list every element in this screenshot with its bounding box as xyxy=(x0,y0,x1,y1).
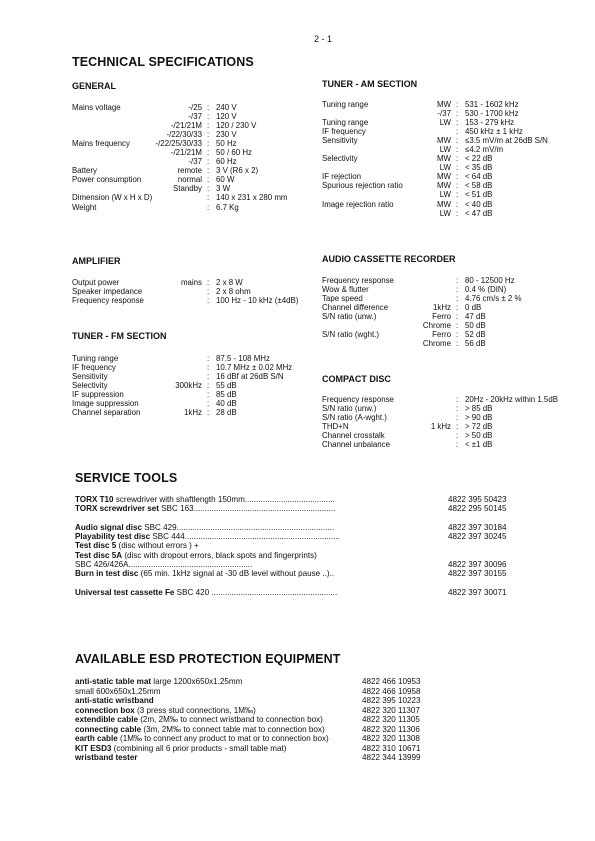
spec-condition: 1 kHz xyxy=(430,422,451,432)
spec-separator: : xyxy=(207,296,210,306)
spec-condition: normal xyxy=(177,175,202,185)
spec-condition: LW xyxy=(439,163,451,173)
spec-label: Channel crosstalk xyxy=(322,431,385,441)
item-name: Burn in test disc xyxy=(75,569,139,579)
item-code: 4822 397 30071 xyxy=(448,587,507,597)
spec-value: 52 dB xyxy=(465,330,486,340)
spec-separator: : xyxy=(207,363,210,373)
spec-value: < 64 dB xyxy=(465,172,493,182)
spec-separator: : xyxy=(207,399,210,409)
spec-separator: : xyxy=(456,181,459,191)
spec-value: 240 V xyxy=(216,103,237,112)
item-code: 4822 395 10223 xyxy=(362,696,421,705)
spec-row xyxy=(0,339,595,348)
spec-condition: -/37 xyxy=(188,157,202,167)
spec-condition: MW xyxy=(436,172,451,182)
spec-label: THD+N xyxy=(322,422,349,432)
item-name: Test disc 5 xyxy=(75,541,117,551)
spec-value: 530 - 1700 kHz xyxy=(465,109,519,119)
item-description xyxy=(75,495,335,504)
esd-item xyxy=(75,677,545,687)
spec-row xyxy=(0,431,595,440)
spec-separator: : xyxy=(456,395,459,404)
spec-separator: : xyxy=(456,100,459,109)
spec-value: 60 W xyxy=(216,175,235,185)
item-code: 4822 320 11308 xyxy=(362,734,420,743)
item-name: Test disc 5A xyxy=(75,550,123,560)
spec-separator: : xyxy=(456,431,459,441)
spec-row xyxy=(0,109,595,118)
spec-value: 3 W xyxy=(216,184,231,194)
spec-row xyxy=(0,321,595,330)
item-detail: SBC 444..................................................................... xyxy=(150,532,340,542)
spec-separator: : xyxy=(456,422,459,432)
spec-row xyxy=(0,413,595,422)
item-code: 4822 466 10953 xyxy=(362,677,421,686)
service-tool-item xyxy=(75,514,545,523)
spec-condition: MW xyxy=(436,181,451,191)
spec-label: Weight xyxy=(72,202,97,212)
spec-label: Frequency response xyxy=(322,276,394,285)
spec-value: < 58 dB xyxy=(465,181,493,191)
item-detail: SBC 163............................................................... xyxy=(158,504,336,514)
spec-separator: : xyxy=(456,136,459,146)
spec-separator: : xyxy=(456,172,459,182)
cassette-table xyxy=(0,276,595,348)
item-code: 4822 320 11305 xyxy=(362,715,420,724)
spec-value: < 47 dB xyxy=(465,208,493,218)
spec-separator: : xyxy=(207,193,210,203)
spec-value: 80 - 12500 Hz xyxy=(465,276,515,285)
item-code: 4822 397 30245 xyxy=(448,532,507,542)
service-tool-item xyxy=(75,523,545,532)
spec-separator: : xyxy=(207,139,210,149)
item-code: 4822 295 50145 xyxy=(448,504,507,514)
spec-condition: -/37 xyxy=(437,109,451,119)
spec-label: Image suppression xyxy=(72,399,139,409)
service-tool-item xyxy=(75,541,545,550)
spec-row xyxy=(0,172,595,181)
spec-value: 87.5 - 108 MHz xyxy=(216,354,270,363)
spec-separator: : xyxy=(456,163,459,173)
service-tool-item xyxy=(75,532,545,541)
spec-row xyxy=(0,404,595,413)
spec-condition: -/21/21M xyxy=(170,121,202,131)
spec-separator: : xyxy=(207,278,210,287)
service-tool-item xyxy=(75,504,545,513)
item-description xyxy=(75,677,242,687)
spec-row xyxy=(0,190,595,199)
spec-row xyxy=(0,276,595,285)
spec-condition: Chrome xyxy=(422,339,451,349)
item-description xyxy=(75,715,323,725)
spec-label: Tuning range xyxy=(72,354,119,363)
spec-value: 50 Hz xyxy=(216,139,237,149)
spec-condition: MW xyxy=(436,100,451,109)
spec-value: 28 dB xyxy=(216,408,237,418)
spec-row xyxy=(0,181,595,190)
spec-value: 0 dB xyxy=(465,303,482,313)
spec-value: 56 dB xyxy=(465,339,486,349)
spec-value: > 50 dB xyxy=(465,431,493,441)
spec-label: Selectivity xyxy=(322,154,358,164)
service-tool-item xyxy=(75,588,545,597)
spec-label: IF frequency xyxy=(72,363,116,373)
esd-item xyxy=(75,687,545,697)
spec-value: 0.4 % (DIN) xyxy=(465,285,507,295)
spec-condition: remote xyxy=(177,166,202,176)
spec-separator: : xyxy=(456,154,459,164)
item-name: Playability test disc xyxy=(75,532,151,542)
spec-value: 153 - 279 kHz xyxy=(465,118,515,128)
spec-label: Image rejection ratio xyxy=(322,199,394,209)
spec-condition: -/37 xyxy=(188,112,202,122)
spec-condition: Ferro xyxy=(432,330,451,340)
item-name: TORX T10 xyxy=(75,495,114,504)
spec-label: Mains voltage xyxy=(72,103,121,112)
item-description xyxy=(75,725,325,735)
spec-value: 120 / 230 V xyxy=(216,121,257,131)
spec-row xyxy=(0,285,595,297)
esd-item xyxy=(75,706,545,716)
spec-separator: : xyxy=(207,372,210,382)
service-tool-item xyxy=(75,569,545,578)
item-detail: SBC 420 ........................................................ xyxy=(174,587,338,597)
spec-value: 60 Hz xyxy=(216,157,237,167)
spec-label: Sensitivity xyxy=(72,372,108,382)
spec-row xyxy=(0,303,595,312)
spec-label: Tuning range xyxy=(322,118,369,128)
spec-value: 230 V xyxy=(216,130,237,140)
spec-value: 16 dBf at 26dB S/N xyxy=(216,372,284,382)
item-name: TORX screwdriver set xyxy=(75,504,159,514)
spec-value: < 22 dB xyxy=(465,154,493,164)
spec-condition: MW xyxy=(436,199,451,209)
spec-row xyxy=(0,163,595,172)
item-description xyxy=(75,541,199,550)
spec-separator: : xyxy=(456,330,459,340)
spec-condition: MW xyxy=(436,136,451,146)
spec-value: 2 x 8 ohm xyxy=(216,287,251,297)
cd-table xyxy=(0,395,595,449)
item-detail: SBC 429...................................................................... xyxy=(142,522,335,532)
spec-value: 100 Hz - 10 kHz (±4dB) xyxy=(216,296,299,306)
page-number: 2 - 1 xyxy=(314,34,333,44)
spec-condition: -/25 xyxy=(188,103,202,112)
tuner-am-heading: TUNER - AM SECTION xyxy=(322,79,418,89)
item-name: anti-static wristband xyxy=(75,696,154,705)
item-code: 4822 344 13999 xyxy=(362,753,421,762)
spec-condition: 1kHz xyxy=(433,303,451,313)
spec-value: < 51 dB xyxy=(465,190,493,200)
spec-value: 50 dB xyxy=(465,321,486,331)
item-detail: (3m, 2M‰ to connect table mat to connection box) xyxy=(141,724,325,734)
spec-separator: : xyxy=(207,408,210,418)
item-name: anti-static table mat xyxy=(75,677,152,686)
tuner-am-table xyxy=(0,100,595,218)
spec-row xyxy=(0,422,595,431)
spec-value: 6.7 Kg xyxy=(216,202,239,212)
service-tool-item xyxy=(75,495,545,504)
spec-value: 4.76 cm/s ± 2 % xyxy=(465,294,522,304)
spec-value: 40 dB xyxy=(216,399,237,409)
spec-label: Frequency response xyxy=(322,395,394,404)
item-description xyxy=(75,588,337,597)
spec-condition: LW xyxy=(439,190,451,200)
spec-separator: : xyxy=(207,354,210,363)
spec-label: Channel difference xyxy=(322,303,389,313)
spec-row xyxy=(0,372,320,381)
spec-separator: : xyxy=(207,381,210,391)
spec-label: Wow & flutter xyxy=(322,285,369,295)
spec-separator: : xyxy=(207,112,210,122)
spec-separator: : xyxy=(456,199,459,209)
spec-row xyxy=(0,294,595,306)
item-description xyxy=(75,687,160,697)
item-detail: (disc with dropout errors, black spots and fingerprints) xyxy=(122,550,317,560)
spec-label: Spurious rejection ratio xyxy=(322,181,403,191)
spec-row xyxy=(0,330,595,339)
spec-label: Output power xyxy=(72,278,120,287)
item-name: extendible cable xyxy=(75,715,138,724)
esd-item xyxy=(75,696,545,706)
spec-label: Tuning range xyxy=(322,100,369,109)
spec-separator: : xyxy=(456,276,459,285)
item-description xyxy=(75,523,334,532)
item-name: connecting cable xyxy=(75,724,142,734)
spec-label: S/N ratio (wght.) xyxy=(322,330,380,340)
item-name: Universal test cassette Fe xyxy=(75,587,175,597)
item-description xyxy=(75,551,317,560)
spec-separator: : xyxy=(207,130,210,140)
spec-separator: : xyxy=(456,208,459,218)
item-detail: (2m, 2M‰ to connect wristband to connection box) xyxy=(137,715,323,724)
item-detail: small 600x650x1.25mm xyxy=(75,686,161,696)
spec-label: S/N ratio (A-wght.) xyxy=(322,413,387,423)
spec-label: IF frequency xyxy=(322,127,366,137)
esd-list xyxy=(75,677,545,763)
spec-separator: : xyxy=(456,413,459,423)
spec-label: Tape speed xyxy=(322,294,363,304)
spec-condition: -/22/30/33 xyxy=(166,130,202,140)
item-name: connection box xyxy=(75,705,135,715)
spec-condition: 300kHz xyxy=(175,381,202,391)
spec-condition: LW xyxy=(439,118,451,128)
item-code: 4822 397 30096 xyxy=(448,560,507,570)
item-name: Audio signal disc xyxy=(75,522,143,532)
item-code: 4822 397 30155 xyxy=(448,569,507,579)
spec-label: Sensitivity xyxy=(322,136,358,146)
spec-row xyxy=(0,136,595,145)
spec-label: Channel unbalance xyxy=(322,440,391,450)
spec-value: ≤3.5 mV/m at 26dB S/N xyxy=(465,136,548,146)
spec-label: IF suppression xyxy=(72,390,124,400)
spec-row xyxy=(0,440,595,449)
item-description xyxy=(75,753,138,763)
item-detail: (3 press stud connections, 1M‰) xyxy=(134,705,256,715)
item-code: 4822 395 50423 xyxy=(448,495,507,504)
spec-value: 20Hz - 20kHz within 1.5dB xyxy=(465,395,558,404)
item-detail: SBC 426/426A....................................................... xyxy=(75,560,253,570)
spec-separator: : xyxy=(456,294,459,304)
spec-condition: -/21/21M xyxy=(170,148,202,158)
spec-separator: : xyxy=(207,202,210,212)
spec-row xyxy=(0,354,320,363)
spec-label: Speaker impedance xyxy=(72,287,143,297)
cd-heading: COMPACT DISC xyxy=(322,374,391,384)
spec-separator: : xyxy=(456,127,459,137)
spec-separator: : xyxy=(456,109,459,119)
spec-separator: : xyxy=(207,148,210,158)
item-description xyxy=(75,734,329,744)
spec-value: < 35 dB xyxy=(465,163,493,173)
spec-value: 3 V (R6 x 2) xyxy=(216,166,259,176)
spec-condition: Standby xyxy=(173,184,202,194)
spec-value: 10.7 MHz ± 0.02 MHz xyxy=(216,363,293,373)
service-tool-item xyxy=(75,551,545,560)
spec-row xyxy=(0,154,595,163)
spec-value: 85 dB xyxy=(216,390,237,400)
item-detail: (combining all 6 prior products - small table mat) xyxy=(111,743,287,753)
service-tools-list xyxy=(75,495,545,597)
spec-separator: : xyxy=(456,145,459,155)
item-code: 4822 320 11306 xyxy=(362,724,420,734)
item-description xyxy=(75,696,154,706)
item-detail: screwdriver with shaftlength 150mm........................................ xyxy=(113,495,335,504)
service-tool-item xyxy=(75,579,545,588)
spec-label: IF rejection xyxy=(322,172,362,182)
spec-condition: MW xyxy=(436,154,451,164)
spec-value: 50 / 60 Hz xyxy=(216,148,252,158)
spec-row xyxy=(0,200,595,209)
amplifier-heading: AMPLIFIER xyxy=(72,256,121,266)
spec-separator: : xyxy=(456,339,459,349)
spec-separator: : xyxy=(456,303,459,313)
spec-value: 531 - 1602 kHz xyxy=(465,100,519,109)
item-code: 4822 466 10958 xyxy=(362,686,421,696)
spec-value: < 40 dB xyxy=(465,199,493,209)
spec-separator: : xyxy=(456,312,459,322)
spec-label: Power consumption xyxy=(72,175,142,185)
spec-value: 47 dB xyxy=(465,312,486,322)
item-description xyxy=(75,504,335,513)
service-tools-heading: SERVICE TOOLS xyxy=(75,471,178,485)
spec-value: 450 kHz ± 1 kHz xyxy=(465,127,523,137)
spec-condition: mains xyxy=(180,278,202,287)
item-description xyxy=(75,569,334,578)
spec-separator: : xyxy=(456,440,459,450)
spec-label: Frequency response xyxy=(72,296,144,306)
item-name: wristband tester xyxy=(75,753,138,762)
spec-value: > 90 dB xyxy=(465,413,493,423)
spec-condition: -/22/25/30/33 xyxy=(155,139,202,149)
spec-label: Selectivity xyxy=(72,381,108,391)
spec-value: 120 V xyxy=(216,112,237,122)
esd-heading: AVAILABLE ESD PROTECTION EQUIPMENT xyxy=(75,652,341,666)
spec-label: Battery xyxy=(72,166,97,176)
spec-separator: : xyxy=(456,321,459,331)
item-detail: (disc without errors ) + xyxy=(116,541,199,551)
spec-value: 55 dB xyxy=(216,381,237,391)
spec-separator: : xyxy=(207,287,210,297)
spec-condition: Ferro xyxy=(432,312,451,322)
esd-item xyxy=(75,744,545,754)
tuner-fm-heading: TUNER - FM SECTION xyxy=(72,331,167,341)
item-description xyxy=(75,560,252,569)
spec-separator: : xyxy=(456,118,459,128)
spec-row xyxy=(0,145,595,154)
esd-item xyxy=(75,715,545,725)
spec-separator: : xyxy=(207,184,210,194)
spec-separator: : xyxy=(207,166,210,176)
item-detail: (1M‰ to connect any product to mat or to connection box) xyxy=(117,734,329,743)
item-detail: (65 min. 1kHz signal at -30 dB level without pause ..).. xyxy=(138,569,335,579)
spec-separator: : xyxy=(207,175,210,185)
spec-value: < ±1 dB xyxy=(465,440,493,450)
item-description xyxy=(75,744,286,754)
spec-value: ≤4.2 mV/m xyxy=(465,145,504,155)
spec-separator: : xyxy=(456,285,459,295)
spec-condition: LW xyxy=(439,208,451,218)
general-heading: GENERAL xyxy=(72,81,117,91)
service-tool-item xyxy=(75,560,545,569)
cassette-heading: AUDIO CASSETTE RECORDER xyxy=(322,254,456,264)
spec-label: S/N ratio (unw.) xyxy=(322,404,377,414)
esd-item xyxy=(75,753,545,763)
spec-row xyxy=(0,127,595,136)
spec-row xyxy=(0,363,320,372)
spec-row xyxy=(0,209,595,218)
item-description xyxy=(75,532,340,541)
spec-label: Mains frequency xyxy=(72,139,130,149)
item-name: earth cable xyxy=(75,734,118,743)
page-title: TECHNICAL SPECIFICATIONS xyxy=(72,55,254,69)
spec-separator: : xyxy=(456,404,459,414)
spec-label: S/N ratio (unw.) xyxy=(322,312,377,322)
spec-condition: LW xyxy=(439,145,451,155)
item-code: 4822 320 11307 xyxy=(362,705,420,715)
spec-value: 2 x 8 W xyxy=(216,278,243,287)
spec-condition: Chrome xyxy=(422,321,451,331)
spec-separator: : xyxy=(207,121,210,131)
spec-condition: 1kHz xyxy=(184,408,202,418)
spec-row xyxy=(0,100,595,109)
item-code: 4822 310 10671 xyxy=(362,743,421,753)
spec-row xyxy=(0,118,595,127)
spec-label: Dimension (W x H x D) xyxy=(72,193,153,203)
item-detail: large 1200x650x1.25mm xyxy=(151,677,243,686)
spec-row xyxy=(0,395,595,404)
esd-item xyxy=(75,725,545,735)
item-code: 4822 397 30184 xyxy=(448,522,507,532)
spec-separator: : xyxy=(207,157,210,167)
spec-row xyxy=(0,381,320,390)
spec-separator: : xyxy=(207,103,210,112)
spec-value: > 72 dB xyxy=(465,422,493,432)
spec-value: 140 x 231 x 280 mm xyxy=(216,193,288,203)
spec-value: > 85 dB xyxy=(465,404,493,414)
spec-label: Channel separation xyxy=(72,408,141,418)
item-description xyxy=(75,706,256,716)
spec-separator: : xyxy=(456,190,459,200)
item-name: KIT ESD3 xyxy=(75,743,112,753)
spec-row xyxy=(0,312,595,321)
spec-separator: : xyxy=(207,390,210,400)
esd-item xyxy=(75,734,545,744)
